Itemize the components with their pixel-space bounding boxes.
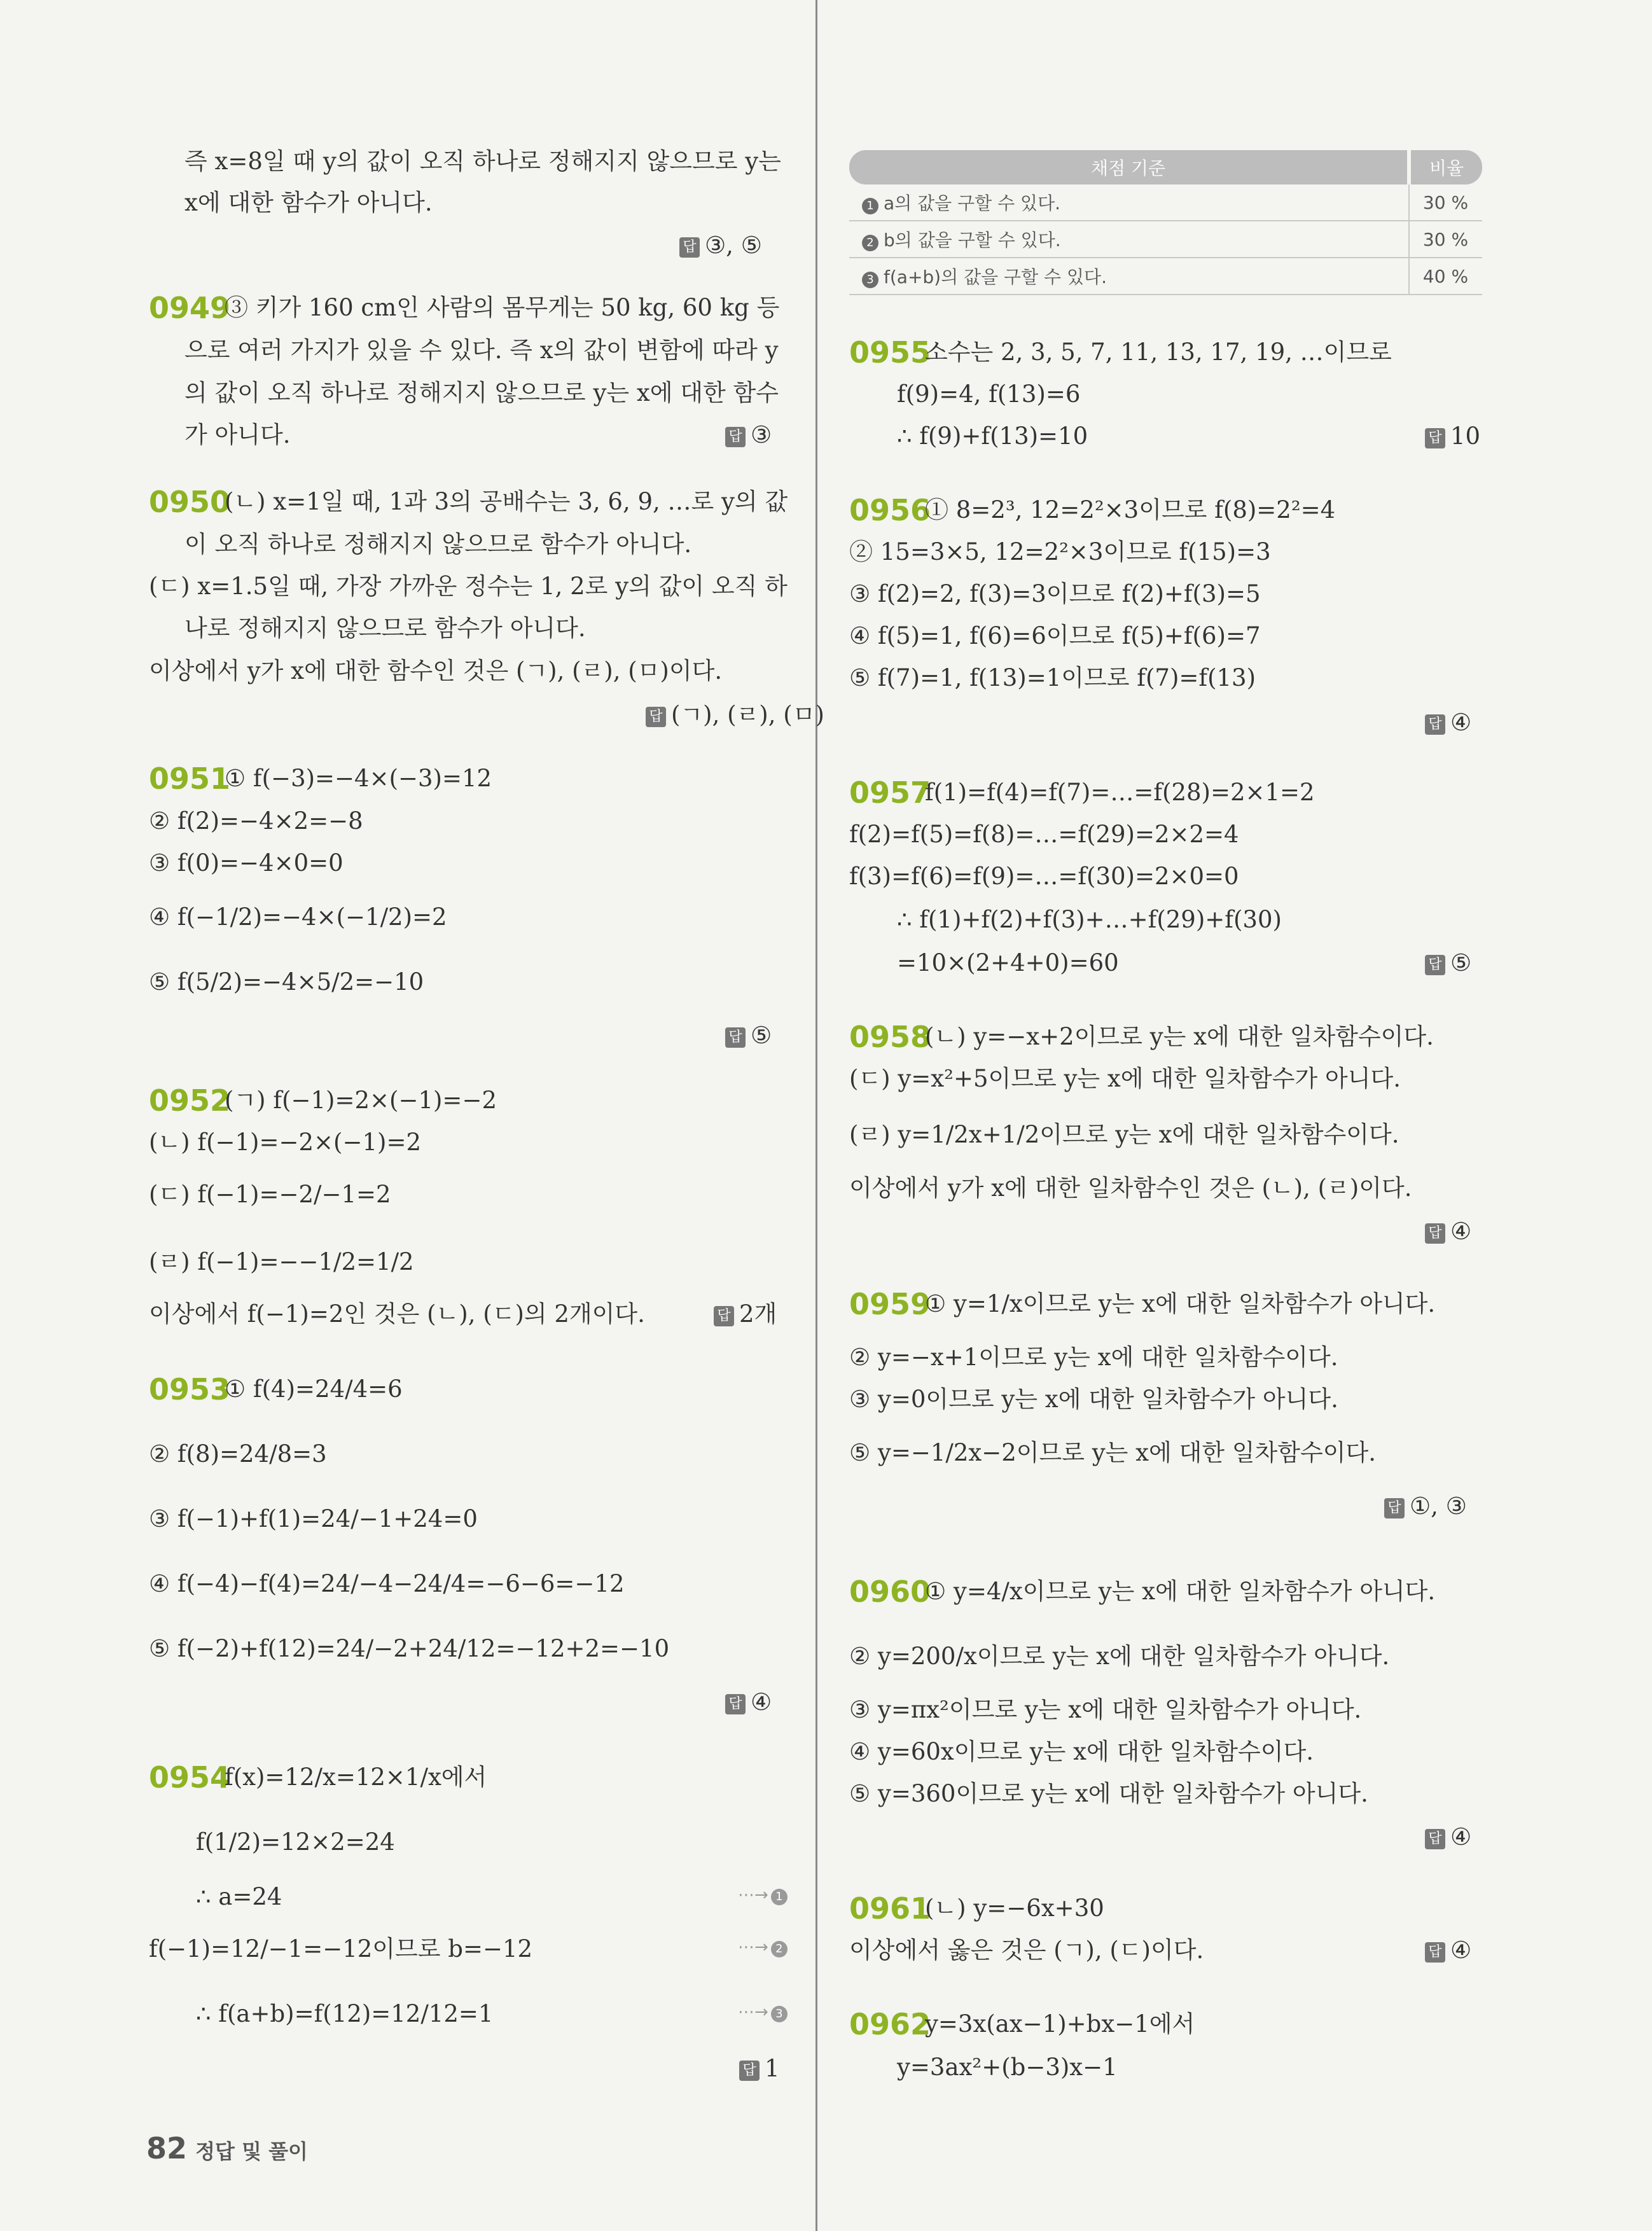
- text-line: f(x)=12/x=12×1/x에서: [225, 1763, 487, 1791]
- answer-mark-icon: 답: [714, 1306, 734, 1326]
- answer-mark-icon: 답: [1425, 1223, 1445, 1244]
- text-line: ⑤ f(7)=1, f(13)=1이므로 f(7)=f(13): [849, 664, 1256, 692]
- answer-mark-icon: 답: [1425, 714, 1445, 735]
- page-footer: [146, 2131, 308, 2165]
- answer-mark-icon: 답: [725, 1694, 746, 1714]
- text-line: ① f(−3)=−4×(−3)=12: [225, 765, 492, 792]
- text-line: 이 오직 하나로 정해지지 않으므로 함수가 아니다.: [184, 531, 692, 558]
- table-row: 1 a의 값을 구할 수 있다. 30 %: [849, 184, 1482, 221]
- text-line: ④ f(−1/2)=−4×(−1/2)=2: [149, 903, 447, 931]
- text-line: ⑤ y=360이므로 y는 x에 대한 일차함수가 아니다.: [849, 1780, 1368, 1807]
- problem-number: 0959: [849, 1287, 931, 1321]
- scoring-criteria-table: [849, 150, 1482, 295]
- text-line: 이상에서 f(−1)=2인 것은 (ㄴ), (ㄷ)의 2개이다.: [149, 1300, 645, 1328]
- text-line: f(1/2)=12×2=24: [196, 1828, 395, 1856]
- answer-mark-icon: 답: [725, 1027, 746, 1048]
- text-line: x에 대한 함수가 아니다.: [184, 189, 433, 216]
- text-line: ∴ f(a+b)=f(12)=12/12=1: [196, 2000, 494, 2027]
- text-line: ③ y=0이므로 y는 x에 대한 일차함수가 아니다.: [849, 1386, 1338, 1413]
- problem-number: 0952: [149, 1083, 231, 1118]
- text-line: ③ f(2)=2, f(3)=3이므로 f(2)+f(3)=5: [849, 580, 1261, 608]
- problem-number: 0951: [149, 761, 231, 796]
- text-line: ⑤ y=−1/2x−2이므로 y는 x에 대한 일차함수이다.: [849, 1439, 1377, 1466]
- answer-mark-icon: 답: [1384, 1498, 1405, 1519]
- answer: 답 ④: [1425, 1216, 1471, 1247]
- text-line: ③ 키가 160 cm인 사람의 몸무게는 50 kg, 60 kg 등: [225, 294, 780, 321]
- text-line: ③ f(−1)+f(1)=24/−1+24=0: [149, 1505, 478, 1533]
- problem-number: 0962: [849, 2007, 931, 2041]
- text-line: 소수는 2, 3, 5, 7, 11, 13, 17, 19, …이므로: [925, 338, 1392, 366]
- step-number-icon: 1: [862, 198, 878, 214]
- problem-number: 0956: [849, 493, 931, 527]
- text-line: (ㄴ) y=−x+2이므로 y는 x에 대한 일차함수이다.: [925, 1023, 1434, 1050]
- problem-number: 0953: [149, 1372, 231, 1407]
- text-line: ∴ a=24: [196, 1883, 282, 1910]
- problem-number: 0960: [849, 1574, 931, 1609]
- section-title: 정답 및 풀이: [195, 2139, 308, 2164]
- answer: 답 ④: [725, 1687, 772, 1718]
- text-line: (ㄴ) x=1일 때, 1과 3의 공배수는 3, 6, 9, …로 y의 값: [225, 488, 788, 515]
- text-line: (ㄹ) y=1/2x+1/2이므로 y는 x에 대한 일차함수이다.: [849, 1121, 1399, 1148]
- text-line: ④ f(−4)−f(4)=24/−4−24/4=−6−6=−12: [149, 1570, 625, 1597]
- answer: 답 ④: [1425, 1935, 1471, 1966]
- text-line: ① 8=2³, 12=2²×3이므로 f(8)=2²=4: [925, 496, 1336, 524]
- column-divider: [816, 0, 817, 2231]
- text-line: f(−1)=12/−1=−12이므로 b=−12: [149, 1935, 533, 1963]
- step-marker: ⋯→ 1: [738, 1886, 788, 1905]
- text-line: y=3x(ax−1)+bx−1에서: [925, 2010, 1195, 2038]
- step-number-icon: 3: [862, 272, 878, 288]
- problem-number: 0949: [149, 291, 231, 325]
- text-line: f(1)=f(4)=f(7)=…=f(28)=2×1=2: [925, 779, 1315, 806]
- text-line: ② f(8)=24/8=3: [149, 1440, 327, 1468]
- text-line: 이상에서 y가 x에 대한 일차함수인 것은 (ㄴ), (ㄹ)이다.: [849, 1174, 1412, 1202]
- text-line: ② y=−x+1이므로 y는 x에 대한 일차함수이다.: [849, 1344, 1338, 1371]
- text-line: ② f(2)=−4×2=−8: [149, 807, 363, 835]
- text-line: y=3ax²+(b−3)x−1: [897, 2054, 1118, 2081]
- text-line: (ㄱ) f(−1)=2×(−1)=−2: [225, 1087, 497, 1114]
- text-line: ∴ f(9)+f(13)=10: [897, 422, 1088, 450]
- problem-number: 0955: [849, 335, 931, 370]
- text-line: (ㄹ) f(−1)=−−1/2=1/2: [149, 1248, 414, 1275]
- problem-number: 0957: [849, 775, 931, 810]
- text-line: f(9)=4, f(13)=6: [897, 380, 1081, 408]
- answer-mark-icon: 답: [1425, 955, 1445, 975]
- table-row: 3 f(a+b)의 값을 구할 수 있다. 40 %: [849, 258, 1482, 295]
- answer-mark-icon: 답: [679, 237, 700, 258]
- step-marker: ⋯→ 2: [738, 1938, 788, 1957]
- answer: 답 ⑤: [1425, 948, 1471, 978]
- problem-number: 0961: [849, 1891, 931, 1926]
- text-line: ④ f(5)=1, f(6)=6이므로 f(5)+f(6)=7: [849, 622, 1261, 650]
- text-line: ① f(4)=24/4=6: [225, 1375, 403, 1403]
- table-header-criteria: 채점 기준: [849, 150, 1409, 184]
- answer: 답 10: [1425, 421, 1480, 452]
- text-line: 의 값이 오직 하나로 정해지지 않으므로 y는 x에 대한 함수: [184, 379, 779, 407]
- text-line: (ㄷ) x=1.5일 때, 가장 가까운 정수는 1, 2로 y의 값이 오직 하: [149, 573, 788, 600]
- text-line: ③ f(0)=−4×0=0: [149, 849, 344, 877]
- answer: 답 1: [739, 2054, 780, 2084]
- text-line: (ㄷ) y=x²+5이므로 y는 x에 대한 일차함수가 아니다.: [849, 1065, 1401, 1092]
- answer: 답 ①, ③: [1384, 1491, 1467, 1522]
- text-line: 이상에서 옳은 것은 (ㄱ), (ㄷ)이다.: [849, 1936, 1204, 1964]
- answer-mark-icon: 답: [1425, 1942, 1445, 1963]
- answer: 답 ④: [1425, 1822, 1471, 1852]
- text-line: 나로 정해지지 않으므로 함수가 아니다.: [184, 615, 586, 642]
- text-line: 이상에서 y가 x에 대한 함수인 것은 (ㄱ), (ㄹ), (ㅁ)이다.: [149, 657, 723, 685]
- answer: 답 2개: [714, 1299, 777, 1330]
- answer-mark-icon: 답: [739, 2061, 760, 2081]
- text-line: =10×(2+4+0)=60: [897, 949, 1119, 976]
- text-line: ① y=1/x이므로 y는 x에 대한 일차함수가 아니다.: [925, 1290, 1436, 1317]
- page-number: 82: [146, 2131, 188, 2165]
- text-line: 으로 여러 가지가 있을 수 있다. 즉 x의 값이 변함에 따라 y: [184, 337, 779, 364]
- answer-mark-icon: 답: [1425, 428, 1445, 448]
- step-number-icon: 2: [862, 235, 878, 251]
- text-line: f(3)=f(6)=f(9)=…=f(30)=2×0=0: [849, 863, 1239, 890]
- text-line: ② 15=3×5, 12=2²×3이므로 f(15)=3: [849, 538, 1271, 566]
- answer-mark-icon: 답: [725, 427, 746, 447]
- table-header-rate: 비율: [1409, 150, 1482, 184]
- answer-mark-icon: 답: [1425, 1829, 1445, 1849]
- text-line: f(2)=f(5)=f(8)=…=f(29)=2×2=4: [849, 821, 1239, 848]
- problem-number: 0958: [849, 1020, 931, 1054]
- text-line: (ㄷ) f(−1)=−2/−1=2: [149, 1181, 391, 1208]
- problem-number: 0954: [149, 1760, 231, 1795]
- text-line: (ㄴ) y=−6x+30: [925, 1894, 1104, 1922]
- text-line: ④ y=60x이므로 y는 x에 대한 일차함수이다.: [849, 1738, 1314, 1765]
- text-line: ⑤ f(−2)+f(12)=24/−2+24/12=−12+2=−10: [149, 1635, 670, 1662]
- answer: 답 ③: [725, 420, 772, 450]
- answer: 답 ③, ⑤: [679, 230, 762, 261]
- text-line: 즉 x=8일 때 y의 값이 오직 하나로 정해지지 않으므로 y는: [184, 148, 781, 175]
- answer: 답 ④: [1425, 707, 1471, 738]
- answer-mark-icon: 답: [646, 707, 666, 727]
- table-row: 2 b의 값을 구할 수 있다. 30 %: [849, 221, 1482, 258]
- text-line: ② y=200/x이므로 y는 x에 대한 일차함수가 아니다.: [849, 1643, 1390, 1670]
- text-line: ∴ f(1)+f(2)+f(3)+…+f(29)+f(30): [897, 906, 1282, 933]
- text-line: 가 아니다.: [184, 421, 291, 448]
- text-line: ① y=4/x이므로 y는 x에 대한 일차함수가 아니다.: [925, 1578, 1436, 1605]
- answer: 답 ⑤: [725, 1020, 772, 1051]
- answer: 답 (ㄱ), (ㄹ), (ㅁ): [646, 700, 824, 730]
- step-marker: ⋯→ 3: [738, 2003, 788, 2022]
- text-line: ③ y=πx²이므로 y는 x에 대한 일차함수가 아니다.: [849, 1696, 1362, 1723]
- text-line: (ㄴ) f(−1)=−2×(−1)=2: [149, 1129, 421, 1156]
- problem-number: 0950: [149, 485, 231, 519]
- text-line: ⑤ f(5/2)=−4×5/2=−10: [149, 968, 424, 996]
